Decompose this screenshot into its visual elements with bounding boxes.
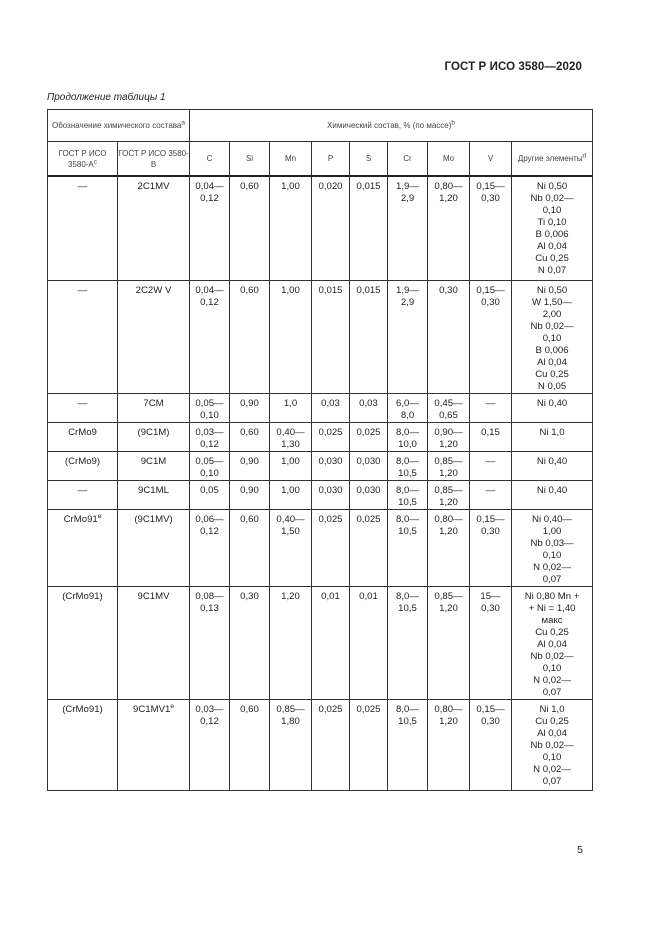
cell-s: 0,01 bbox=[350, 586, 388, 699]
cell-si: 0,90 bbox=[230, 393, 270, 422]
cell-mo: 0,80— 1,20 bbox=[428, 699, 470, 790]
cell-cr: 8,0— 10,0 bbox=[388, 422, 428, 451]
table-row bbox=[48, 509, 593, 586]
cell-p: 0,020 bbox=[312, 176, 350, 280]
cell-s: 0,025 bbox=[350, 509, 388, 586]
cell-iso-b: (9C1M) bbox=[118, 422, 190, 451]
col-header-other: Другие элементы$^d$ bbox=[512, 142, 593, 177]
cell-c: 0,05 bbox=[190, 480, 230, 509]
table-row bbox=[48, 422, 593, 451]
cell-mo: 0,85— 1,20 bbox=[428, 480, 470, 509]
col-header-p: P bbox=[312, 142, 350, 177]
cell-v: 0,15— 0,30 bbox=[470, 509, 512, 586]
cell-v: 0,15— 0,30 bbox=[470, 176, 512, 280]
cell-mo: 0,30 bbox=[428, 280, 470, 393]
cell-iso-b: 2C1MV bbox=[118, 176, 190, 280]
cell-mo: 0,90— 1,20 bbox=[428, 422, 470, 451]
cell-iso-a: — bbox=[48, 393, 118, 422]
col-header-si: Si bbox=[230, 142, 270, 177]
cell-iso-a: — bbox=[48, 280, 118, 393]
cell-c: 0,03— 0,12 bbox=[190, 422, 230, 451]
col-header-iso-a: ГОСТ Р ИСО $3580-A^c$ bbox=[48, 142, 118, 177]
cell-c: 0,08— 0,13 bbox=[190, 586, 230, 699]
composition-header: Химический состав, % (по массе)$^b$ bbox=[190, 110, 593, 142]
table-row bbox=[48, 176, 593, 280]
cell-mo: 0,45— 0,65 bbox=[428, 393, 470, 422]
table-caption: Продолжение таблицы 1 bbox=[47, 92, 166, 103]
cell-mn: 1,00 bbox=[270, 176, 312, 280]
cell-cr: 8,0— 10,5 bbox=[388, 699, 428, 790]
cell-v: 0,15 bbox=[470, 422, 512, 451]
cell-cr: 1,9— 2,9 bbox=[388, 176, 428, 280]
col-header-cr: Cr bbox=[388, 142, 428, 177]
cell-p: 0,025 bbox=[312, 509, 350, 586]
cell-iso-a: — bbox=[48, 176, 118, 280]
cell-iso-b: 9C1MV1e bbox=[118, 699, 190, 790]
cell-mn: 1,00 bbox=[270, 280, 312, 393]
cell-p: 0,030 bbox=[312, 451, 350, 480]
table-row bbox=[48, 393, 593, 422]
cell-c: 0,04— 0,12 bbox=[190, 176, 230, 280]
cell-v: 0,15— 0,30 bbox=[470, 280, 512, 393]
cell-s: 0,015 bbox=[350, 176, 388, 280]
cell-mo: 0,85— 1,20 bbox=[428, 586, 470, 699]
cell-s: 0,015 bbox=[350, 280, 388, 393]
cell-s: 0,030 bbox=[350, 480, 388, 509]
cell-si: 0,90 bbox=[230, 480, 270, 509]
col-header-iso-b: ГОСТ Р ИСО 3580-B bbox=[118, 142, 190, 177]
cell-s: 0,025 bbox=[350, 422, 388, 451]
cell-s: 0,025 bbox=[350, 699, 388, 790]
table-row bbox=[48, 586, 593, 699]
cell-p: 0,025 bbox=[312, 422, 350, 451]
cell-other: Ni 0,50 W 1,50— 2,00 Nb 0,02— 0,10 B 0,006 Al 0,04 Cu 0,25 N 0,05 bbox=[512, 280, 593, 393]
cell-v: 15— 0,30 bbox=[470, 586, 512, 699]
cell-other: Ni 0,50 Nb 0,02— 0,10 Ti 0,10 B 0,006 Al 0,04 Cu 0,25 N 0,07 bbox=[512, 176, 593, 280]
col-header-v: V bbox=[470, 142, 512, 177]
table-row bbox=[48, 480, 593, 509]
cell-v: — bbox=[470, 451, 512, 480]
cell-iso-b: 9C1ML bbox=[118, 480, 190, 509]
cell-iso-a: CrMo9 bbox=[48, 422, 118, 451]
cell-mo: 0,80— 1,20 bbox=[428, 509, 470, 586]
cell-si: 0,30 bbox=[230, 586, 270, 699]
cell-cr: 1,9— 2,9 bbox=[388, 280, 428, 393]
chemical-composition-table bbox=[47, 109, 593, 791]
cell-v: 0,15— 0,30 bbox=[470, 699, 512, 790]
cell-mo: 0,80— 1,20 bbox=[428, 176, 470, 280]
cell-mo: 0,85— 1,20 bbox=[428, 451, 470, 480]
cell-si: 0,60 bbox=[230, 280, 270, 393]
cell-cr: 8,0— 10,5 bbox=[388, 586, 428, 699]
cell-mn: 1,20 bbox=[270, 586, 312, 699]
cell-other: Ni 1,0 bbox=[512, 422, 593, 451]
cell-iso-b: 7CM bbox=[118, 393, 190, 422]
cell-mn: 1,00 bbox=[270, 480, 312, 509]
cell-c: 0,05— 0,10 bbox=[190, 393, 230, 422]
cell-mn: 0,40— 1,30 bbox=[270, 422, 312, 451]
cell-other: Ni 0,40 bbox=[512, 451, 593, 480]
cell-cr: 6,0— 8,0 bbox=[388, 393, 428, 422]
cell-cr: 8,0— 10,5 bbox=[388, 451, 428, 480]
cell-p: 0,025 bbox=[312, 699, 350, 790]
cell-p: 0,015 bbox=[312, 280, 350, 393]
cell-other: Ni 0,40 bbox=[512, 393, 593, 422]
cell-si: 0,60 bbox=[230, 509, 270, 586]
cell-iso-a: (CrMo91) bbox=[48, 586, 118, 699]
cell-p: 0,03 bbox=[312, 393, 350, 422]
cell-iso-b: 9C1MV bbox=[118, 586, 190, 699]
table-row bbox=[48, 280, 593, 393]
cell-cr: 8,0— 10,5 bbox=[388, 509, 428, 586]
col-header-c: C bbox=[190, 142, 230, 177]
cell-other: Ni 1,0 Cu 0,25 Al 0,04 Nb 0,02— 0,10 N 0,02— 0,07 bbox=[512, 699, 593, 790]
cell-c: 0,03— 0,12 bbox=[190, 699, 230, 790]
col-header-s: S bbox=[350, 142, 388, 177]
cell-iso-b: 9C1M bbox=[118, 451, 190, 480]
cell-iso-b: 2C2W V bbox=[118, 280, 190, 393]
cell-mn: 1,00 bbox=[270, 451, 312, 480]
col-header-mo: Mo bbox=[428, 142, 470, 177]
cell-cr: 8,0— 10,5 bbox=[388, 480, 428, 509]
table-row bbox=[48, 699, 593, 790]
cell-iso-a: CrMo91e bbox=[48, 509, 118, 586]
designation-header: Обозначение химического состава$^a$ bbox=[48, 110, 190, 142]
cell-mn: 1,0 bbox=[270, 393, 312, 422]
table-row bbox=[48, 451, 593, 480]
cell-p: 0,01 bbox=[312, 586, 350, 699]
cell-other: Ni 0,40— 1,00 Nb 0,03— 0,10 N 0,02— 0,07 bbox=[512, 509, 593, 586]
cell-other: Ni 0,40 bbox=[512, 480, 593, 509]
cell-mn: 0,85— 1,80 bbox=[270, 699, 312, 790]
cell-iso-a: (CrMo9) bbox=[48, 451, 118, 480]
cell-p: 0,030 bbox=[312, 480, 350, 509]
cell-iso-a: — bbox=[48, 480, 118, 509]
cell-si: 0,60 bbox=[230, 699, 270, 790]
cell-mn: 0,40— 1,50 bbox=[270, 509, 312, 586]
cell-si: 0,60 bbox=[230, 422, 270, 451]
page-number: 5 bbox=[577, 844, 583, 856]
col-header-mn: Mn bbox=[270, 142, 312, 177]
cell-c: 0,05— 0,10 bbox=[190, 451, 230, 480]
cell-si: 0,60 bbox=[230, 176, 270, 280]
cell-c: 0,04— 0,12 bbox=[190, 280, 230, 393]
document-header-title: ГОСТ Р ИСО 3580—2020 bbox=[444, 61, 582, 73]
cell-iso-b: (9C1MV) bbox=[118, 509, 190, 586]
cell-v: — bbox=[470, 393, 512, 422]
cell-other: Ni 0,80 Mn + + Ni = 1,40 макс Cu 0,25 Al 0,04 Nb 0,02— 0,10 N 0,02— 0,07 bbox=[512, 586, 593, 699]
cell-s: 0,03 bbox=[350, 393, 388, 422]
cell-si: 0,90 bbox=[230, 451, 270, 480]
cell-iso-a: (CrMo91) bbox=[48, 699, 118, 790]
cell-c: 0,06— 0,12 bbox=[190, 509, 230, 586]
cell-v: — bbox=[470, 480, 512, 509]
cell-s: 0,030 bbox=[350, 451, 388, 480]
